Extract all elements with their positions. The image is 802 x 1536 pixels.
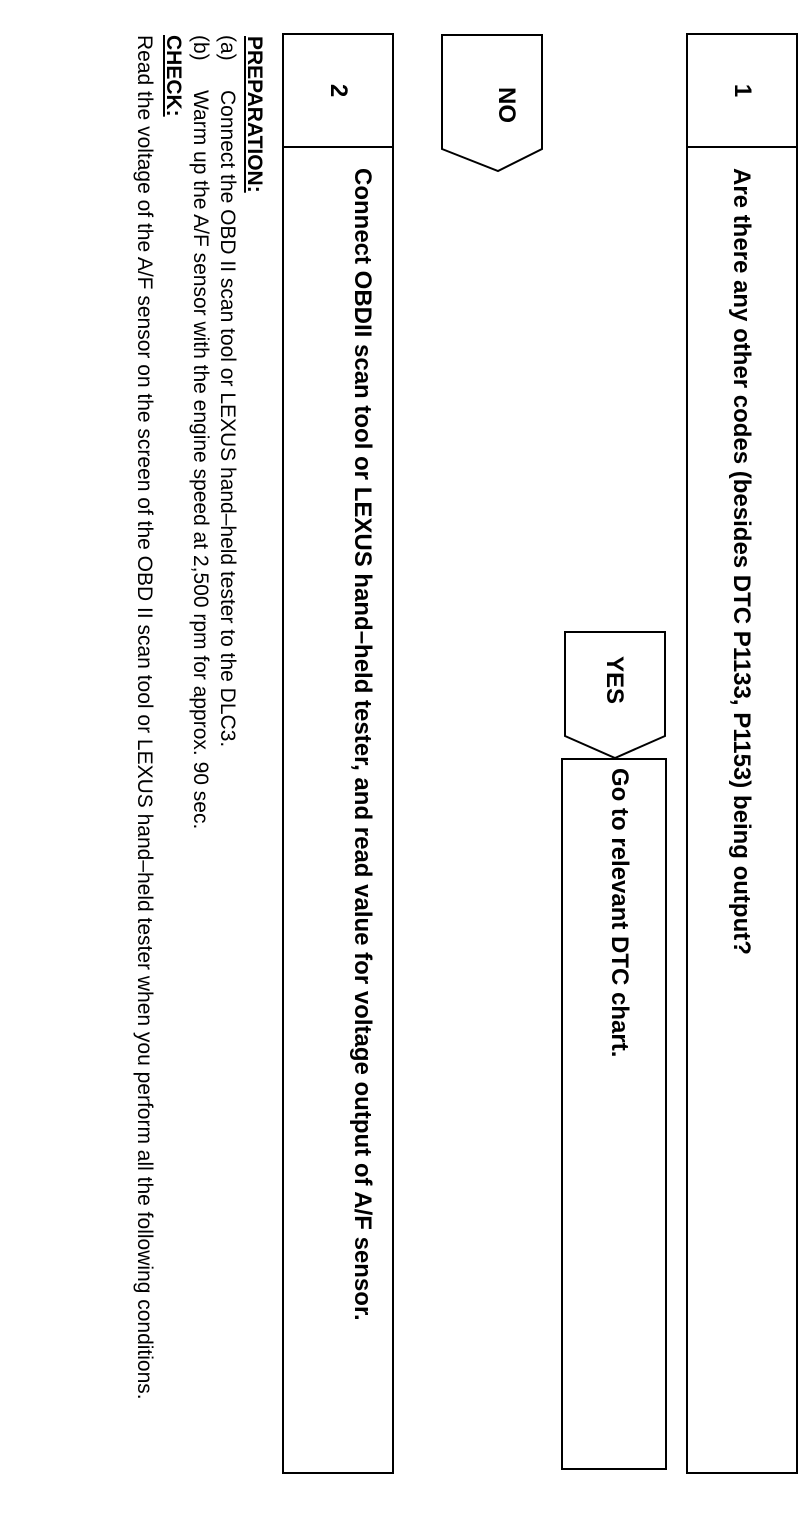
- step-1-number: 1: [688, 35, 796, 148]
- preparation-item-b-text: Warm up the A/F sensor with the engine speed at 2,500 rpm for approx. 90 sec.: [189, 90, 212, 830]
- no-arrow-outline: [434, 33, 546, 175]
- step-1-question: Are there any other codes (besides DTC P1133, P1153) being output?: [728, 168, 756, 955]
- preparation-item-b-letter: (b): [189, 35, 212, 61]
- yes-result-box: Go to relevant DTC chart.: [561, 758, 667, 1470]
- check-heading: CHECK:: [162, 35, 185, 117]
- check-instructions: Read the voltage of the A/F sensor on the screen of the OBD II scan tool or LEXUS hand–held tester when you perform all the following conditions.: [133, 35, 156, 1400]
- step-2-box: [282, 33, 394, 1474]
- step-2-number: 2: [284, 35, 392, 148]
- no-branch-label: NO: [493, 87, 520, 123]
- preparation-item-a-letter: (a): [216, 35, 239, 61]
- step-2-question: Connect OBDII scan tool or LEXUS hand–held tester, and read value for voltage output of A/F sensor.: [349, 168, 376, 1321]
- preparation-heading: PREPARATION:: [243, 36, 266, 193]
- preparation-item-a-text: Connect the OBD II scan tool or LEXUS hand–held tester to the DLC3.: [216, 90, 239, 748]
- step-1-box: [686, 33, 798, 1474]
- yes-branch-label: YES: [601, 655, 628, 705]
